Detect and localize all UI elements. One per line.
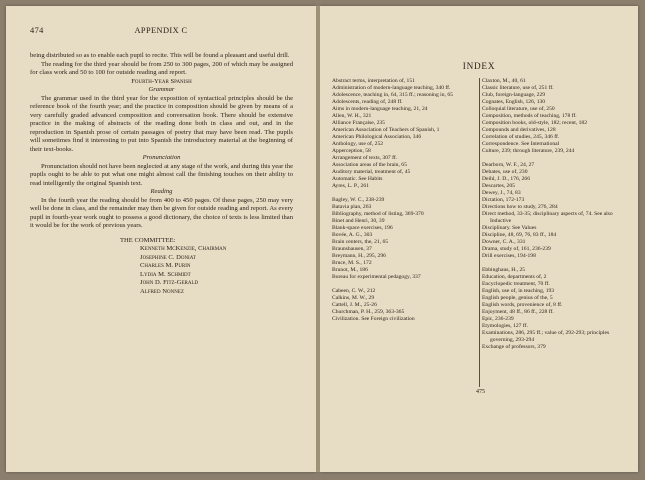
running-head: APPENDIX C (134, 26, 188, 35)
index-entry: Epic, 236-239 (482, 316, 514, 322)
index-entry: Blank-space exercises, 196 (332, 225, 393, 231)
index-entry: Batavia plan, 263 (332, 204, 372, 210)
index-entry: Bagley, W. C., 238-239 (332, 197, 385, 203)
page-number: 474 (30, 26, 44, 35)
index-entry: Etymologies, 127 ff. (482, 323, 528, 329)
paragraph: being distributed so as to enable each pupil to recite. This will be found a pleasant and useful drill. (30, 52, 290, 59)
index-gap (332, 190, 478, 197)
index-gap (482, 155, 628, 162)
index-entry: Bruce, M. S., 172 (332, 260, 372, 266)
index-entry: Anthology, use of, 252 (332, 141, 384, 147)
index-entry: Drama, study of, 161, 236-239 (482, 246, 551, 252)
subsection-heading: Grammar (148, 86, 175, 93)
index-entry: Compounds and derivatives, 128 (482, 127, 556, 133)
index-entry: Colloquial literature, use of, 250 (482, 106, 555, 112)
index-entry: Braunshausen, 37 (332, 246, 372, 252)
index-entry: Exchange of professors, 379 (482, 344, 546, 350)
committee-member: Kenneth McKenzie, Chairman (140, 245, 227, 252)
index-entry: Directions how to study, 276, 284 (482, 204, 558, 210)
index-entry: Bibliography, method of listing, 369-370 (332, 211, 424, 217)
index-entry: Dearborn, W. F., 24, 27 (482, 162, 535, 168)
index-entry: Abstract terms, interpretation of, 151 (332, 78, 415, 84)
committee-member: Charles M. Purin (140, 262, 191, 269)
index-entry: English people, genius of the, 5 (482, 295, 553, 301)
subsection-heading: Reading (150, 188, 173, 195)
index-entry: Debates, use of, 230 (482, 169, 528, 175)
index-entry: Cattell, J. M., 25-26 (332, 302, 377, 308)
index-entry: Correlation of studies, 245, 346 ff. (482, 134, 560, 140)
index-entry: Churchman, P. H., 259, 363-365 (332, 309, 405, 315)
index-entry: Drill exercises, 194-198 (482, 253, 536, 259)
index-title: INDEX (462, 61, 496, 71)
index-entry: Bureau for experimental pedagogy, 337 (332, 274, 421, 280)
index-entry: Education, departments of, 2 (482, 274, 547, 280)
right-page (320, 6, 638, 472)
index-entry: Binet and Henri, 30, 39 (332, 218, 385, 224)
index-gap (482, 260, 628, 267)
index-entry: Classic literature, use of, 251 ff. (482, 85, 554, 91)
index-entry: Encyclopedic treatment, 70 ff. (482, 281, 550, 287)
index-entry: Civilization. See Foreign civilization (332, 316, 415, 322)
subsection-heading: Pronunciation (142, 154, 181, 161)
index-entry: Claxton, M., 40, 61 (482, 78, 526, 84)
paragraph: The reading for the third year should be from 250 to 300 pages, 200 of which may be assigned for class work and 50 to 100 for outside reading and report. (30, 60, 293, 76)
index-entry: Ayres, L. P., 261 (332, 183, 369, 189)
index-entry: Deihl, J. D., 176, 266 (482, 176, 531, 182)
index-entry: English words, provenience of, 8 ff. (482, 302, 563, 308)
index-entry: English, use of, in teaching, 193 (482, 288, 555, 294)
index-entry: Administration of modern-language teaching, 340 ff. (332, 85, 451, 91)
index-entry: Calkins, M. W., 29 (332, 295, 375, 301)
index-entry: Dictation, 172-173 (482, 197, 525, 203)
index-entry: Adolescents, reading of, 248 ff. (332, 99, 403, 105)
committee-member: Josephine C. Doniat (140, 253, 196, 261)
index-column-left (332, 78, 478, 323)
index-entry: Arrangement of texts, 307 ff. (332, 155, 398, 161)
page-number: 475 (476, 389, 485, 395)
index-entry: Adolescence, teaching in, 64, 315 ff.; reasoning in, 65 (332, 92, 453, 98)
index-entry: Association areas of the brain, 65 (332, 162, 407, 168)
section-heading: Fourth-Year Spanish (131, 77, 192, 85)
index-entry: Correspondence. See International (482, 141, 560, 147)
index-entry: Allen, W. H., 321 (332, 113, 372, 119)
left-body (30, 52, 293, 296)
index-entry: Dewey, J., 74, 83 (482, 190, 521, 196)
index-entry: Disciplinary. See Values (482, 225, 537, 231)
column-divider (479, 78, 480, 387)
committee-list (30, 237, 293, 297)
committee-title: THE COMMITTEE: (120, 236, 176, 244)
index-entry: American Association of Teachers of Spanish, 1 (332, 127, 440, 133)
index-entry: Brunot, M., 186 (332, 267, 368, 273)
index-entry: Brain centers, the, 21, 65 (332, 239, 389, 245)
paragraph: The grammar used in the third year for the exposition of syntactical principles should be the reference book of the fourth year; and the practice in composition should be given by means of a very carefully graded advanced composition and conversation book. There should be extensive practice in the making of abstracts of the reading done both in class and out, and in the reproduction in Spanish prose of certain passages of poetry that may have been read. The pupils will sometimes find it interesting to put into Spanish the introductory material at the beginning of their text-books. (30, 94, 293, 153)
index-entry: Descartes, 205 (482, 183, 515, 189)
index-gap (332, 281, 478, 288)
index-entry: American Philological Association, 346 (332, 134, 422, 140)
index-entry: Examinations, 286, 295 ff.; value of, 292-293; principles governing, 293-294 (482, 330, 610, 343)
index-entry: Composition, methods of teaching, 178 ff. (482, 113, 577, 119)
index-entry: Apperception, 58 (332, 148, 371, 154)
index-entry: Enjoyment, 48 ff., 86 ff., 228 ff. (482, 309, 554, 315)
committee-member: John D. Fitz-Gerald (140, 279, 199, 286)
index-entry: Club, foreign-language, 229 (482, 92, 546, 98)
index-entry: Discipline, 48, 69, 76, 83 ff., 184 (482, 232, 557, 238)
index-entry: Breymann, H., 295, 296 (332, 253, 386, 259)
index-entry: Auditory material, treatment of, 45 (332, 169, 411, 175)
committee-member: Lydia M. Schmidt (140, 270, 191, 278)
paragraph: Pronunciation should not have been neglected at any stage of the work, and during this year the pupils ought to be able to put what one might almost call the finishing touches on their ability to read intelligently the original Spanish text. (30, 162, 293, 187)
index-entry: Downer, C. A., 331 (482, 239, 526, 245)
index-entry: Aims in modern-language teaching, 21, 24 (332, 106, 428, 112)
index-entry: Ebbinghaus, H., 25 (482, 267, 526, 273)
index-entry: Cognates, English, 126, 130 (482, 99, 546, 105)
index-entry: Cabeen, C. W., 212 (332, 288, 376, 294)
index-column-right (482, 78, 628, 351)
committee-member: Alfred Nonnez (140, 287, 184, 295)
index-entry: Culture, 239; through literature, 239, 244 (482, 148, 575, 154)
left-page (6, 6, 316, 472)
paragraph: In the fourth year the reading should be from 400 to 450 pages. Of these pages, 250 may very well be done in class, and the remainder may then be given for outside reading and report. As every pupil in fourth-year work ought to possess a good dictionary, the choice of texts is less limited than it would be for the work of previous years. (30, 196, 293, 229)
index-entry: Bovée, A. G., 303 (332, 232, 373, 238)
index-entry: Composition books, old-style, 182; recent, 182 (482, 120, 588, 126)
index-entry: Alliance Française, 235 (332, 120, 385, 126)
index-entry: Automatic. See Habits (332, 176, 383, 182)
index-entry: Direct method, 33-35; disciplinary aspects of, 74. See also Inductive (482, 211, 613, 224)
